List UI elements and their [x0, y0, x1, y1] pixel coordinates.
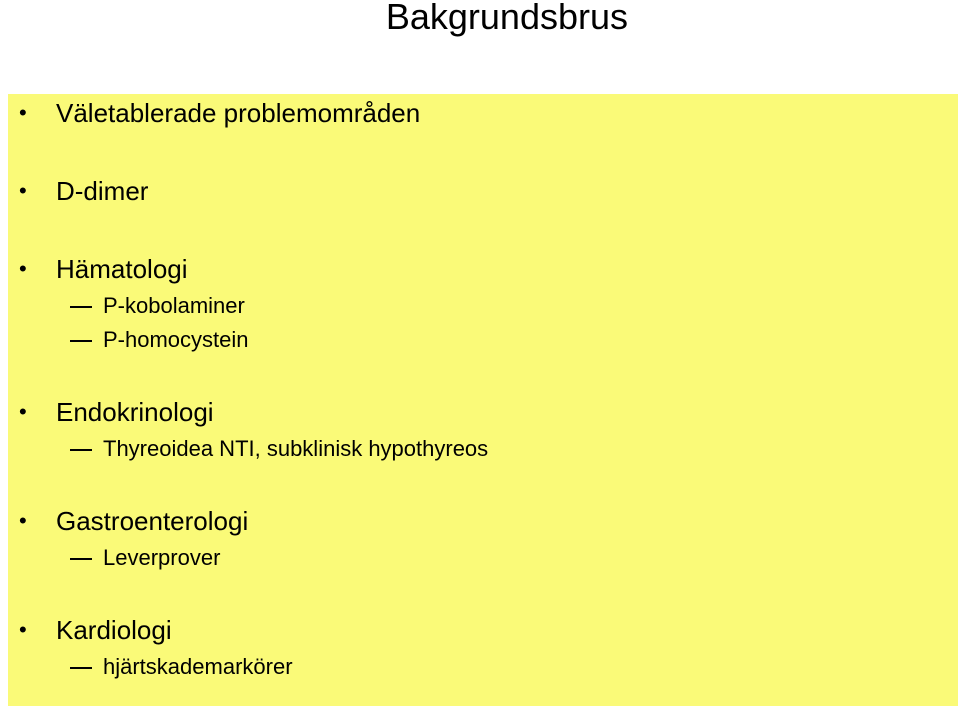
dash-icon — [70, 340, 92, 342]
bullet-icon: • — [19, 100, 27, 125]
bullet-item-label: Endokrinologi — [56, 397, 214, 427]
dash-icon — [70, 558, 92, 560]
sub-item-label: P-kobolaminer — [103, 293, 245, 318]
dash-icon — [70, 449, 92, 451]
bullet-item-label: Kardiologi — [56, 615, 172, 645]
bullet-icon: • — [19, 256, 27, 281]
slide-title: Bakgrundsbrus — [385, 0, 628, 37]
sub-item-label: Thyreoidea NTI, subklinisk hypothyreos — [103, 436, 489, 461]
sub-item-label: P-homocystein — [103, 327, 249, 352]
bullet-item-label: Hämatologi — [56, 254, 188, 284]
dash-icon — [70, 306, 92, 308]
bullet-item-label: Gastroenterologi — [56, 506, 249, 536]
bullet-icon: • — [19, 508, 27, 533]
content-panel — [8, 94, 958, 706]
bullet-icon: • — [19, 178, 27, 203]
bullet-icon: • — [19, 617, 27, 642]
bullet-item-label: D-dimer — [56, 176, 149, 206]
bullet-icon: • — [19, 399, 27, 424]
dash-icon — [70, 667, 92, 669]
sub-item-label: Leverprover — [103, 545, 221, 570]
bullet-item-label: Väletablerade problemområden — [56, 98, 421, 128]
sub-item-label: hjärtskademarkörer — [103, 654, 293, 679]
